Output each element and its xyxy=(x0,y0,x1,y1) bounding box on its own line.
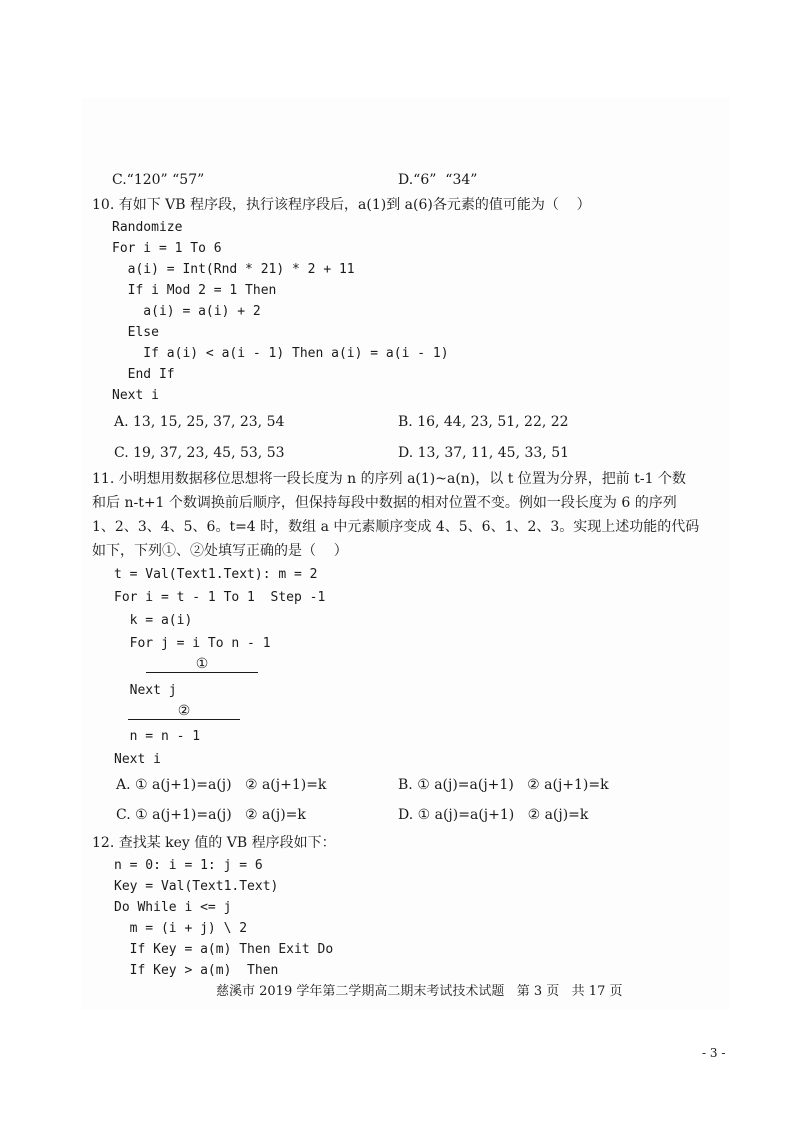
q10-code-line: For i = 1 To 6 xyxy=(112,241,222,256)
q10-option-c: C. 19, 37, 23, 45, 53, 53 xyxy=(114,445,285,461)
q10-code-line: End If xyxy=(112,367,175,382)
q11-code-line: k = a(i) xyxy=(114,613,193,628)
q10-code-line: Else xyxy=(112,325,159,340)
q11-stem-line: 11. 小明想用数据移位思想将一段长度为 n 的序列 a(1)~a(n)，以 t 位置为分界，把前 t-1 个数 xyxy=(92,471,686,487)
q12-code-line: n = 0: i = 1: j = 6 xyxy=(114,858,263,873)
q11-code-line: Next i xyxy=(114,752,161,767)
q12-code-line: If Key = a(m) Then Exit Do xyxy=(114,942,334,957)
q10-code-line: a(i) = Int(Rnd * 21) * 2 + 11 xyxy=(112,262,355,277)
q11-code-line: For j = i To n - 1 xyxy=(114,636,271,651)
q11-blank-1: ① xyxy=(146,656,258,673)
q12-stem: 12. 查找某 key 值的 VB 程序段如下： xyxy=(92,835,336,851)
q10-code-line: If i Mod 2 = 1 Then xyxy=(112,283,277,298)
page-footer: 慈溪市 2019 学年第二学期高二期末考试技术试题 第 3 页 共 17 页 xyxy=(216,984,623,999)
q10-code-line: Randomize xyxy=(112,220,183,235)
q12-code-line: Key = Val(Text1.Text) xyxy=(114,879,279,894)
q10-option-a: A. 13, 15, 25, 37, 23, 54 xyxy=(114,414,285,430)
q11-option-d: D. ① a(j)=a(j+1) ② a(j)=k xyxy=(398,807,589,823)
q11-code-line: Next j xyxy=(114,683,177,698)
q11-code-line: n = n - 1 xyxy=(114,729,201,744)
q10-stem: 10. 有如下 VB 程序段，执行该程序段后，a(1)到 a(6)各元素的值可能为（ ） xyxy=(92,197,591,213)
q11-stem-line: 和后 n-t+1 个数调换前后顺序，但保持每段中数据的相对位置不变。例如一段长度为 6 的序列 xyxy=(92,495,677,511)
q11-option-a: A. ① a(j+1)=a(j) ② a(j+1)=k xyxy=(116,777,327,793)
q12-code-line: Do While i <= j xyxy=(114,900,232,915)
q11-stem-line: 1、2、3、4、5、6。t=4 时，数组 a 中元素顺序变成 4、5、6、1、2、3。实现上述功能的代码 xyxy=(92,519,700,535)
q12-code-line: m = (i + j) \ 2 xyxy=(114,921,248,936)
q11-option-c: C. ① a(j+1)=a(j) ② a(j)=k xyxy=(116,807,306,823)
q11-stem-line: 如下，下列①、②处填写正确的是（ ） xyxy=(92,543,348,559)
q11-code-line: For i = t - 1 To 1 Step -1 xyxy=(114,590,326,605)
q10-code-line: If a(i) < a(i - 1) Then a(i) = a(i - 1) xyxy=(112,346,449,361)
q12-code-line: If Key > a(m) Then xyxy=(114,963,279,978)
page-number: - 3 - xyxy=(702,1046,726,1060)
q9-option-c: C.“120” “57” xyxy=(112,172,205,188)
q11-option-b: B. ① a(j)=a(j+1) ② a(j+1)=k xyxy=(398,777,609,793)
q10-option-d: D. 13, 37, 11, 45, 33, 51 xyxy=(398,445,570,461)
q10-code-line: Next i xyxy=(112,388,159,403)
q9-option-d: D.“6” “34” xyxy=(398,172,478,188)
q10-code-line: a(i) = a(i) + 2 xyxy=(112,304,261,319)
q11-blank-2: ② xyxy=(128,703,240,720)
q10-option-b: B. 16, 44, 23, 51, 22, 22 xyxy=(398,414,569,430)
q11-code-line: t = Val(Text1.Text): m = 2 xyxy=(114,567,318,582)
